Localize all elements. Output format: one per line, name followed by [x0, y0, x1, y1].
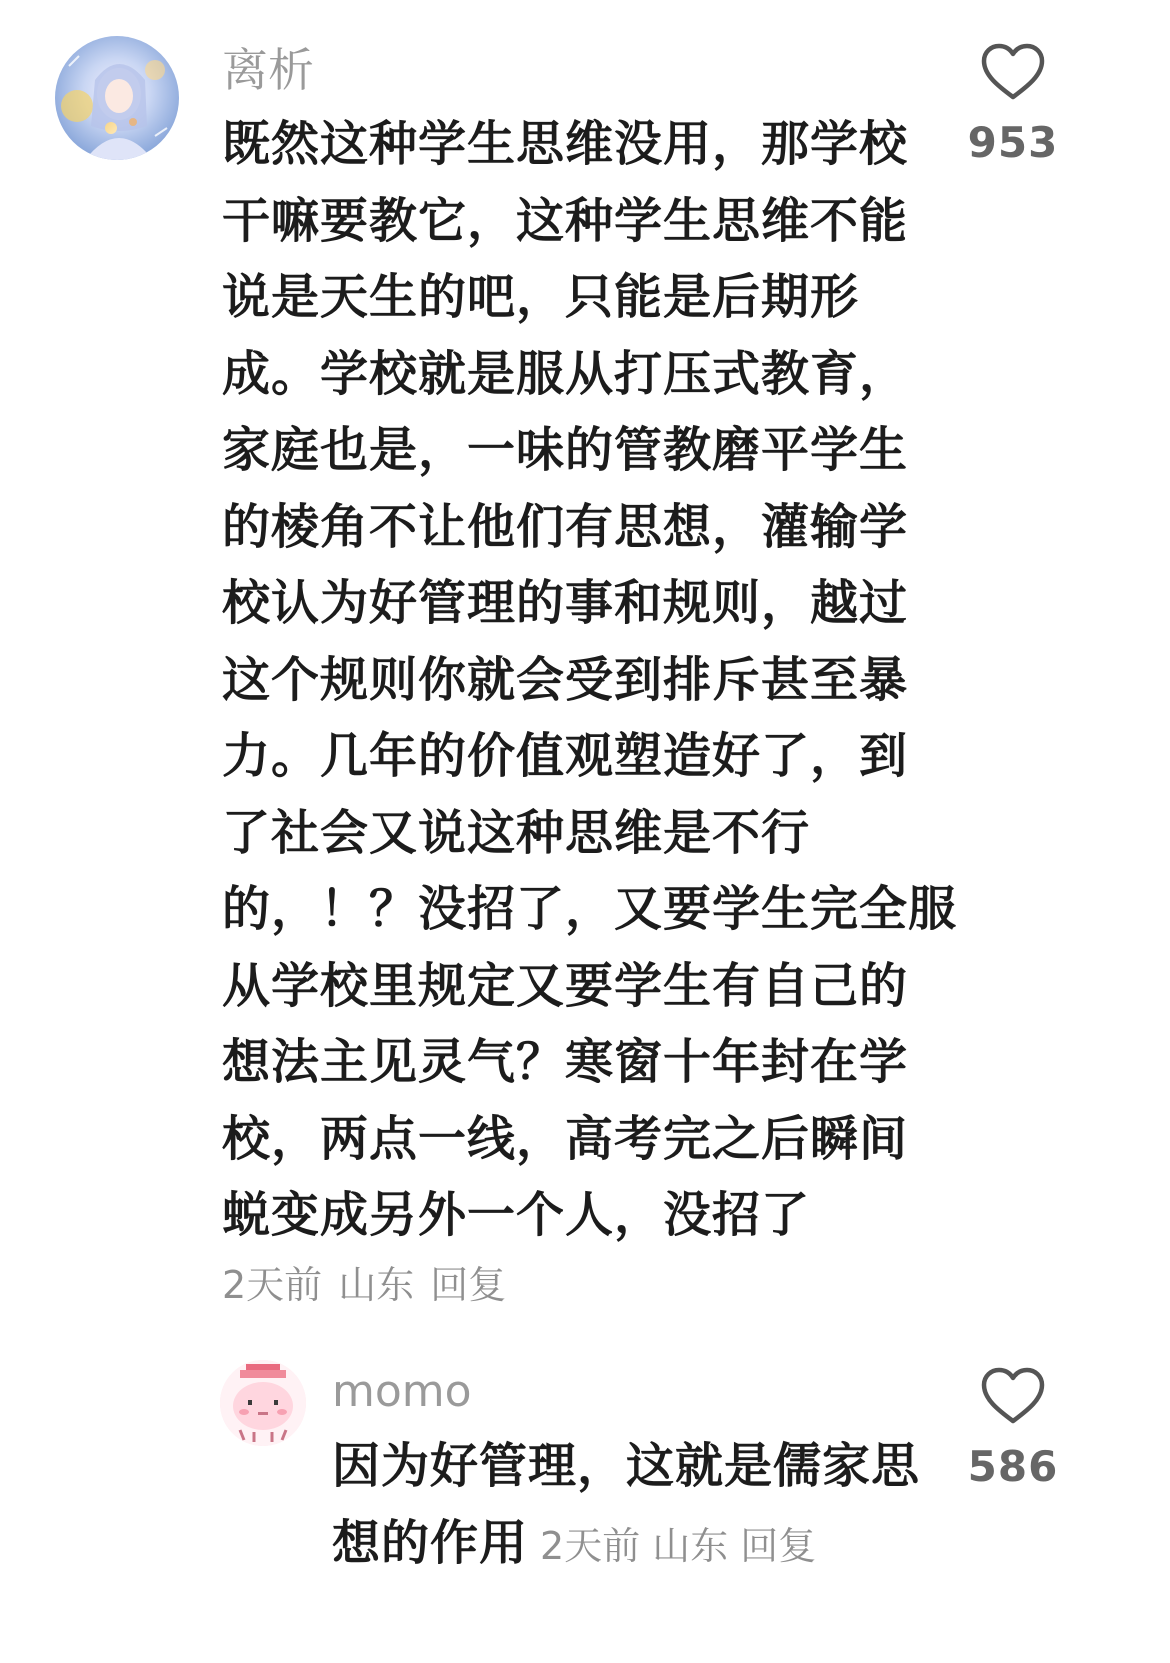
- like-count: 586: [967, 1442, 1059, 1491]
- anime-character-avatar-icon[interactable]: [55, 36, 179, 160]
- like-count: 953: [967, 118, 1059, 167]
- pink-pig-avatar-icon[interactable]: [220, 1360, 306, 1446]
- reply-comment-item: [0, 1340, 1170, 1663]
- comment-line: 成。学校就是服从打压式教育，: [222, 345, 909, 402]
- like-block: [948, 1366, 1078, 1492]
- location: 山东: [338, 1263, 415, 1307]
- comment-meta: [222, 1260, 522, 1310]
- username[interactable]: 离析: [222, 43, 314, 97]
- comment-line-text: 想的作用: [332, 1514, 529, 1571]
- reply-button[interactable]: 回复: [430, 1263, 507, 1307]
- comment-text: [332, 1428, 920, 1584]
- comment-line: 从学校里规定又要学生有自己的: [222, 957, 909, 1014]
- comment-line: [332, 1505, 920, 1585]
- comment-line: 既然这种学生思维没用，那学校: [222, 116, 909, 172]
- comment-line: 家庭也是，一味的管教磨平学生: [222, 422, 909, 478]
- comment-line: 的，！？没招了，又要学生完全服: [222, 881, 958, 937]
- heart-icon[interactable]: [980, 42, 1046, 102]
- comment-line: 力。几年的价值观塑造好了，到: [222, 728, 909, 784]
- comment-line: 的棱角不让他们有思想，灌输学: [222, 498, 909, 555]
- comment-line: 蜕变成另外一个人，没招了: [222, 1187, 811, 1243]
- username[interactable]: momo: [332, 1366, 472, 1417]
- reply-button[interactable]: 回复: [740, 1523, 817, 1568]
- comment-line: 这个规则你就会受到排斥甚至暴: [222, 651, 909, 708]
- comment-text: [222, 106, 957, 1254]
- comment-line: 校，两点一线，高考完之后瞬间: [222, 1110, 909, 1167]
- location: 山东: [652, 1523, 729, 1568]
- like-block: [948, 42, 1078, 168]
- timestamp: 2天前: [222, 1263, 323, 1307]
- heart-icon[interactable]: [980, 1366, 1046, 1426]
- timestamp: 2天前: [540, 1523, 641, 1568]
- comment-line: 了社会又说这种思维是不行: [222, 804, 811, 861]
- comment-line: 因为好管理，这就是儒家思: [332, 1438, 921, 1494]
- comment-line: 校认为好管理的事和规则，越过: [222, 575, 909, 631]
- comment-meta: [540, 1524, 828, 1568]
- comment-line: 想法主见灵气？寒窗十年封在学: [222, 1034, 909, 1090]
- comment-line: 干嘛要教它，这种学生思维不能: [222, 192, 909, 249]
- comment-line: 说是天生的吧，只能是后期形: [222, 269, 860, 325]
